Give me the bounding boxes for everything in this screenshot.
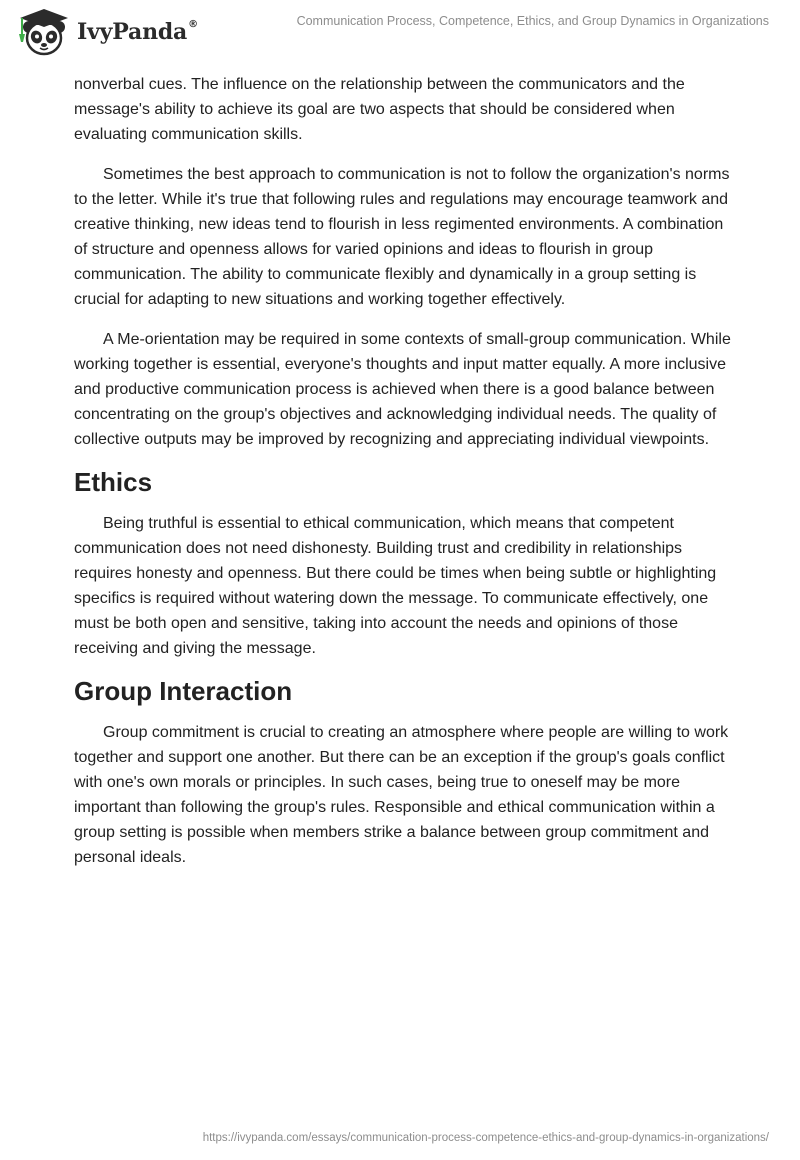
panda-graduation-cap-icon[interactable] — [14, 6, 74, 60]
essay-content — [74, 72, 734, 885]
registered-mark: ® — [188, 18, 198, 30]
heading-group-interaction: Group Interaction — [74, 676, 293, 706]
paragraph-continued: nonverbal cues. The influence on the relationship between the communicators and the message's ability to achieve its goal are two aspects that should be considered when evaluating communication skills. — [74, 76, 685, 143]
source-url[interactable]: https://ivypanda.com/essays/communication-process-competence-ethics-and-group-dynamics-in-organizations/ — [202, 1132, 769, 1144]
brand-text: IvyPanda — [77, 19, 188, 45]
document-title: Communication Process, Competence, Ethics, and Group Dynamics in Organizations — [296, 14, 769, 28]
paragraph-organization-norms: Sometimes the best approach to communication is not to follow the organization's norms to the letter. While it's true that following rules and regulations may encourage teamwork and creative thinking, new ideas tend to flourish in less regimented environments. A combination of structure and openness allows for varied opinions and ideas to flourish in group communication. The ability to communicate flexibly and dynamically in a group setting is crucial for adapting to new situations and working together effectively. — [74, 166, 730, 308]
heading-ethics: Ethics — [74, 467, 153, 497]
page-header — [0, 0, 800, 66]
paragraph-group-interaction: Group commitment is crucial to creating an atmosphere where people are willing to work together and support one another. But there can be an exception if the group's goals conflict with one's own morals or principles. In such cases, being true to oneself may be more important than following the group's rules. Responsible and ethical communication within a group setting is possible when members strike a balance between group commitment and personal ideals. — [74, 724, 729, 866]
paragraph-ethics: Being truthful is essential to ethical communication, which means that competent communication does not need dishonesty. Building trust and credibility in relationships requires honesty and openness. But there could be times when being subtle or highlighting specifics is required without watering down the message. To communicate effectively, one must be both open and sensitive, taking into account the needs and opinions of those receiving and giving the message. — [74, 515, 717, 657]
brand-name[interactable] — [77, 19, 198, 45]
paragraph-me-orientation: A Me-orientation may be required in some contexts of small-group communication. While working together is essential, everyone's thoughts and input matter equally. A more inclusive and productive communication process is achieved when there is a good balance between concentrating on the group's objectives and acknowledging individual needs. The quality of collective outputs may be improved by recognizing and appreciating individual viewpoints. — [74, 331, 731, 448]
